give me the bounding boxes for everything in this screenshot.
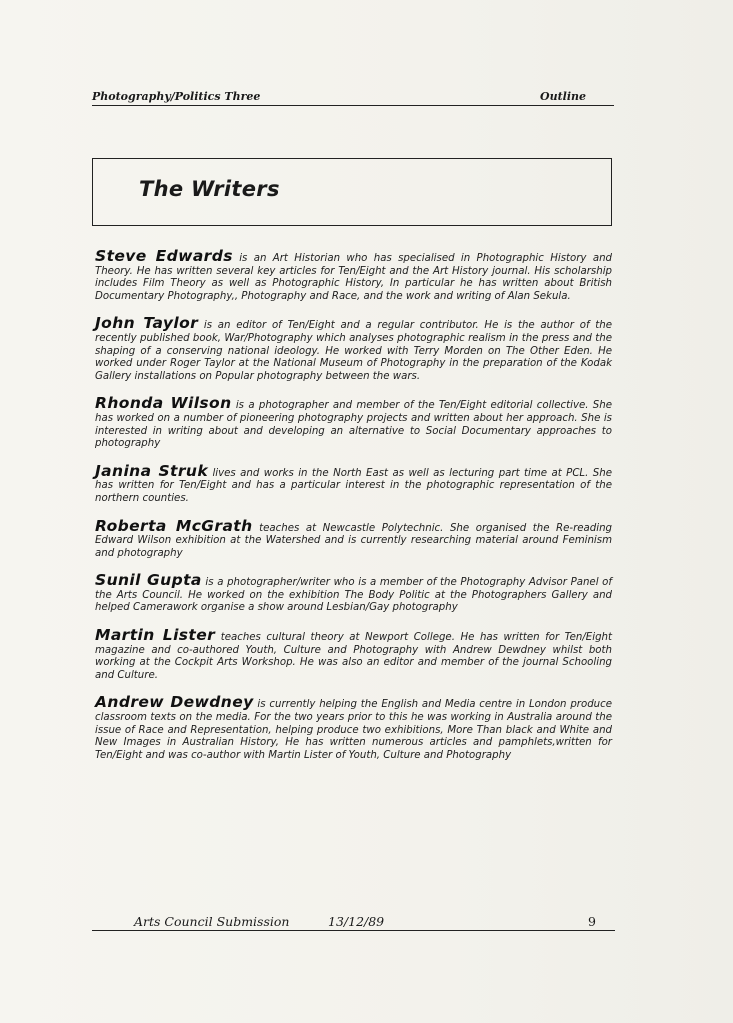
footer-date: 13/12/89 [328, 914, 385, 929]
section-title-box [92, 158, 612, 226]
writer-entry-andrew-dewdney [95, 693, 612, 762]
writer-bio: teaches at Newcastle Polytechnic. She organised the Re-reading Edward Wilson exhibition at the Watershed and is currently researching material around Feminism and photography [95, 522, 612, 559]
writer-name: Sunil Gupta [95, 571, 202, 590]
writer-entry-janina-struk [95, 461, 612, 506]
writer-name: John Taylor [95, 314, 199, 333]
writer-name: Roberta McGrath [95, 516, 253, 535]
writer-entry-roberta-mcgrath [95, 516, 612, 561]
page-footer [92, 914, 615, 931]
header-section-label: Outline [539, 90, 586, 103]
writer-bio: lives and works in the North East as well as lecturing part time at PCL. She has written for Ten/Eight and has a particular interest in the photographic representation of the northern counties. [95, 467, 612, 504]
writer-name: Rhonda Wilson [95, 394, 232, 413]
writer-entry-sunil-gupta [95, 571, 612, 615]
writer-name: Steve Edwards [95, 247, 233, 265]
writer-entry-john-taylor [95, 314, 612, 383]
footer-submission-label: Arts Council Submission [134, 914, 290, 929]
running-header [92, 89, 614, 106]
writer-bio: is currently helping the English and Media centre in London produce classroom texts on the media. For the two years prior to this he was working in Australia around the issue of Race and Representation, helping produce two exhibitions, More Than black and White and New Images in Australian History, He has written numerous articles and pamphlets,written for Ten/Eight and was co-author with Martin Lister of Youth, Culture and Photography [95, 699, 612, 761]
writer-bio: is an editor of Ten/Eight and a regular contributor. He is the author of the recently published book, War/Photography which analyses photographic realism in the press and the shaping of a conserving national ideology. He worked with Terry Morden on The Other Eden. He worked under Roger Taylor at the National Museum of Photography in the preparation of the Kodak Gallery installations on Popular photography between the wars. [95, 320, 612, 382]
writer-entry-rhonda-wilson [95, 394, 613, 450]
writer-bio: is a photographer/writer who is a member of the Photography Advisor Panel of the Arts Council. He worked on the exhibition The Body Politic at the Photographers Gallery and helped Camerawork organise a show around Lesbian/Gay photography [95, 577, 612, 614]
writer-entry-steve-edwards [95, 247, 612, 303]
writer-bio: is a photographer and member of the Ten/Eight editorial collective. She has worked on a number of pioneering photography projects and written about her approach. She is interested in writing about and developing an alternative to Social Documentary approaches to photography [95, 400, 613, 450]
writer-entry-martin-lister [95, 626, 612, 682]
writers-list [95, 247, 613, 762]
writer-name: Janina Struk [95, 461, 209, 480]
writer-name: Andrew Dewdney [95, 693, 254, 712]
writer-name: Martin Lister [95, 626, 216, 645]
section-title: The Writers [139, 177, 280, 201]
header-publication-title: Photography/Politics Three [92, 90, 261, 103]
page-number: 9 [588, 914, 596, 929]
writer-bio: is an Art Historian who has specialised in Photographic History and Theory. He has written several key articles for Ten/Eight and the Art History journal. His scholarship includes Film Theory as well as Photographic History, In particular he has written about British Documentary Photography,, Photography and Race, and the work and writing of Alan Sekula. [95, 253, 612, 302]
writer-bio: teaches cultural theory at Newport College. He has written for Ten/Eight magazine and co-authored Youth, Culture and Photography with Andrew Dewdney whilst both working at the Cockpit Arts Workshop. He was also an editor and member of the journal Schooling and Culture. [95, 632, 612, 681]
